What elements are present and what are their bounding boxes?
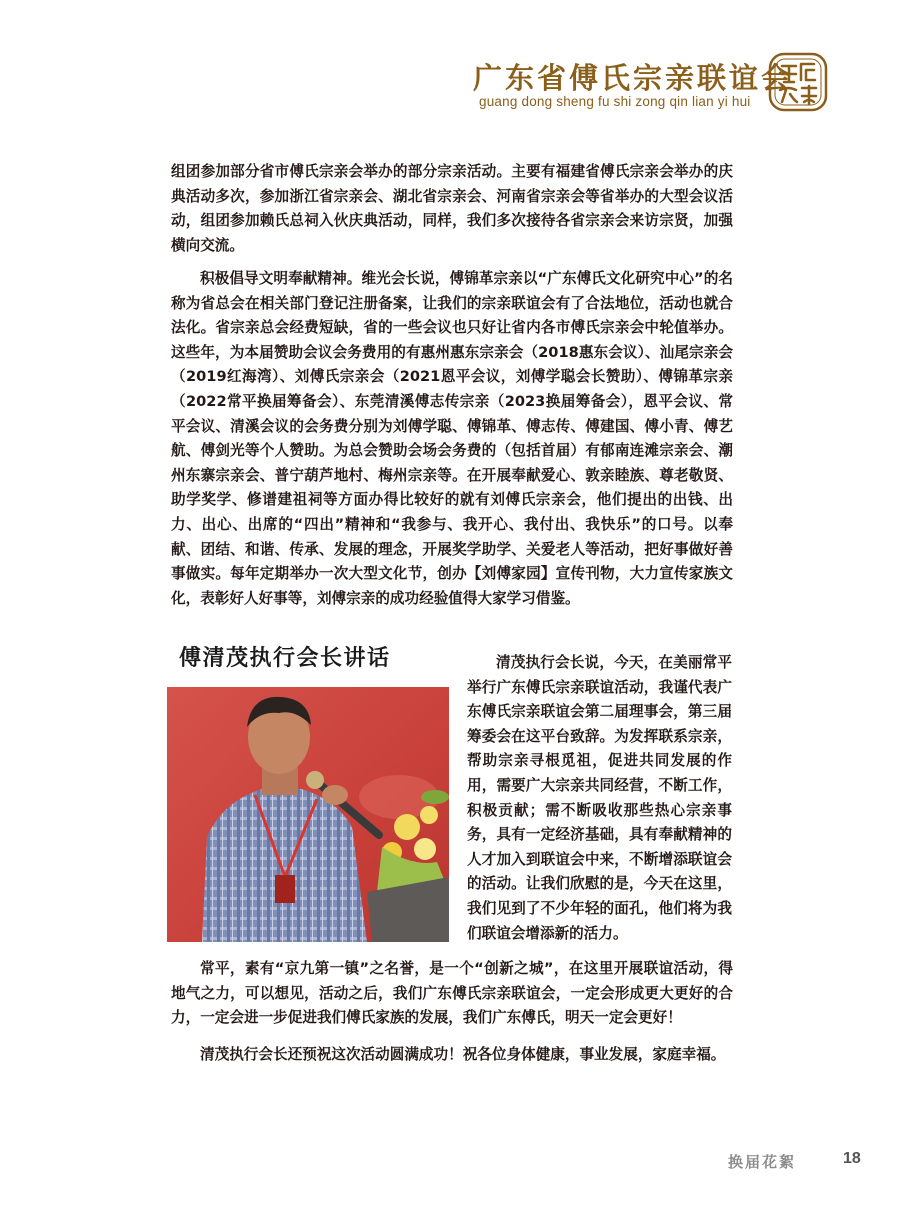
article-paragraph-1: 组团参加部分省市傅氏宗亲会举办的部分宗亲活动。主要有福建省傅氏宗亲会举办的庆典活动多次，参加浙江省宗亲会、湖北省宗亲会、河南省宗亲会等省举办的大型会议活动，组团参加赖氏总祠入伙庆典活动，同样，我们多次接待各省宗亲会来访宗贤，加强横向交流。: [171, 163, 733, 254]
page-number: 18: [843, 1150, 861, 1167]
footer-section-name: 换届花絮: [728, 1153, 797, 1171]
article-paragraph-5: 清茂执行会长还预祝这次活动圆满成功！祝各位身体健康，事业发展，家庭幸福。: [200, 1046, 726, 1063]
article-paragraph-2: 积极倡导文明奉献精神。维光会长说，傅锦革宗亲以“广东傅氏文化研究中心”的名称为省总会在相关部门登记注册备案，让我们的宗亲联谊会有了合法地位，活动也就合法化。省宗亲总会经费短缺，省的一些会议也只好让省内各市傅氏宗亲会中轮值举办。这些年，为本届赞助会议会务费用的有惠州惠东宗亲会（2018惠东会议）、汕尾宗亲会（2019红海湾）、刘傅氏宗亲会（2021恩平会议，刘傅学聪会长赞助）、傅锦革宗亲（2022常平换届筹备会）、东莞清溪傅志传宗亲（2023换届筹备会），恩平会议、常平会议、清溪会议的会务费分别为刘傅学聪、傅锦革、傅志传、傅建国、傅小青、傅艺航、傅剑光等个人赞助。为总会赞助会场会务费的（包括首届）有郁南连滩宗亲会、潮州东寨宗亲会、普宁葫芦地村、梅州宗亲等。在开展奉献爱心、敦亲睦族、尊老敬贤、助学奖学、修谱建祖祠等方面办得比较好的就有刘傅氏宗亲会，他们提出的出钱、出力、出心、出席的“四出”精神和“我参与、我开心、我付出、我快乐”的口号。以奉献、团结、和谐、传承、发展的理念，开展奖学助学、关爱老人等活动，把好事做好善事做实。每年定期举办一次大型文化节，创办【刘傅家园】宣传刊物，大力宣传家族文化，表彰好人好事等，刘傅宗亲的成功经验值得大家学习借鉴。: [171, 270, 733, 607]
article-paragraph-3: 清茂执行会长说，今天，在美丽常平举行广东傅氏宗亲联谊活动，我谨代表广东傅氏宗亲联谊会第二届理事会，第三届筹委会在这平台致辞。为发挥联系宗亲，帮助宗亲寻根觅祖，促进共同发展的作用，需要广大宗亲共同经营，不断工作，积极贡献；需不断吸收那些热心宗亲事务，具有一定经济基础，具有奉献精神的人才加入到联谊会中来，不断增添联谊会的活动。让我们欣慰的是，今天在这里，我们见到了不少年轻的面孔，他们将为我们联谊会增添新的活力。: [467, 654, 732, 942]
speaker-photo: [167, 687, 449, 942]
header-title: 广东省傅氏宗亲联谊会: [473, 61, 794, 95]
article-paragraph-4: 常平，素有“京九第一镇”之名誉，是一个“创新之城”，在这里开展联谊活动，得地气之力，可以想见，活动之后，我们广东傅氏宗亲联谊会，一定会形成更大更好的合力，一定会进一步促进我们傅氏家族的发展，我们广东傅氏，明天一定会更好！: [171, 960, 733, 1027]
association-seal-logo: [768, 52, 828, 112]
section-heading: 傅清茂执行会长讲话: [179, 645, 391, 671]
header-pinyin: guang dong sheng fu shi zong qin lian yi hui: [479, 94, 751, 109]
